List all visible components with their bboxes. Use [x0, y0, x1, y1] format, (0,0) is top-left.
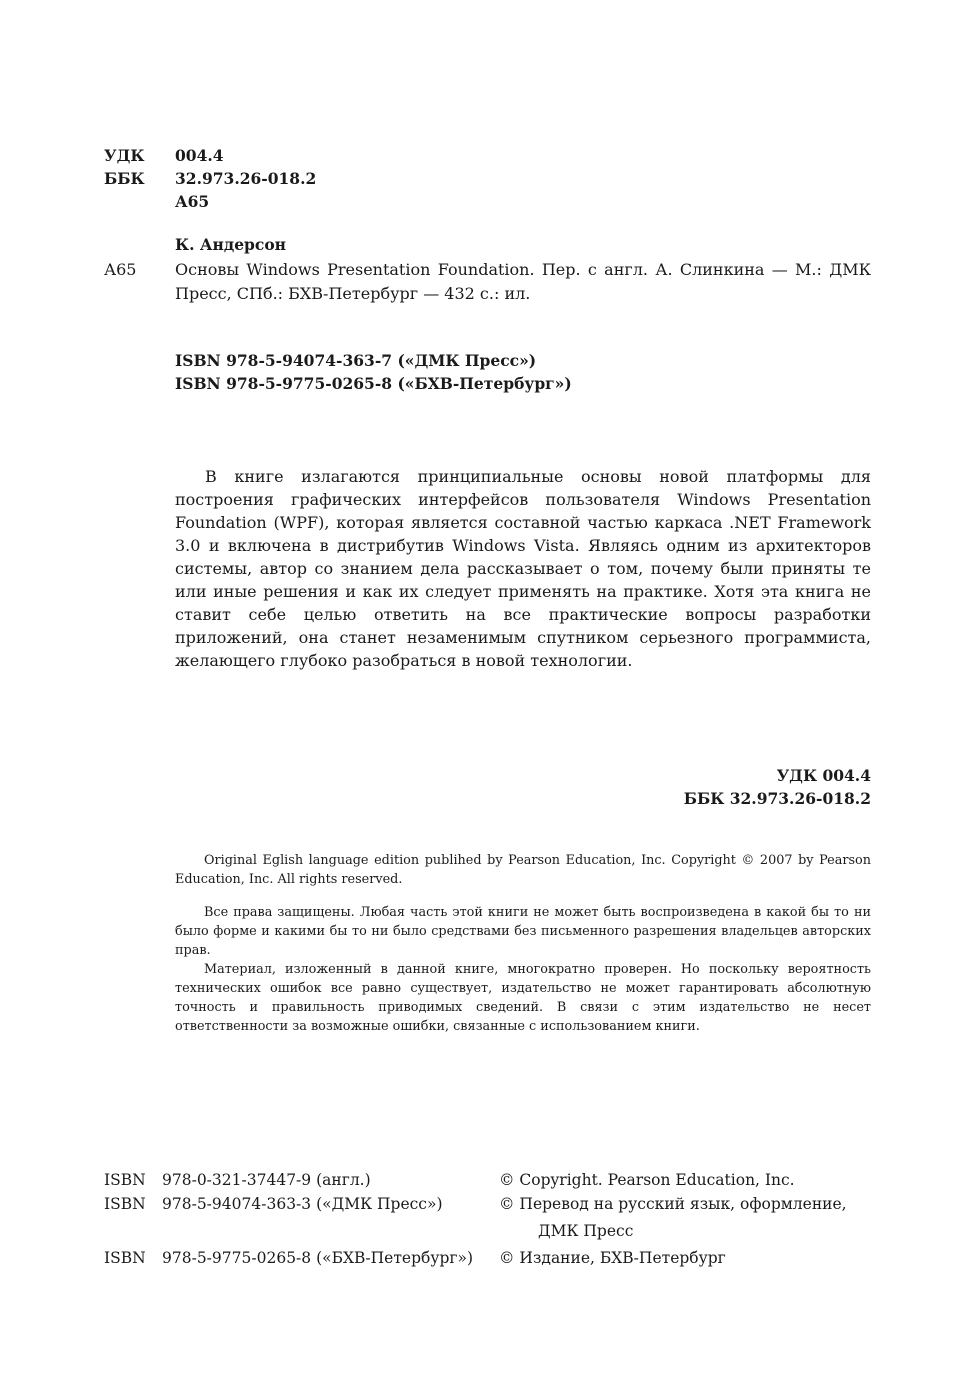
- footer-isbn-label: ISBN: [104, 1195, 146, 1213]
- footer-isbn-label: ISBN: [104, 1171, 146, 1189]
- footer-isbn-number: 978-5-9775-0265-8 («БХВ-Петербург»): [162, 1249, 474, 1267]
- bbk-label: ББК: [104, 169, 145, 188]
- footer-copyright: © Copyright. Pearson Education, Inc.: [499, 1171, 795, 1189]
- footer-copyright-continuation: ДМК Пресс: [538, 1222, 634, 1240]
- udk-label: УДК: [104, 146, 145, 165]
- footer-isbn-row: [104, 1246, 473, 1270]
- footer-copyright: © Издание, БХВ-Петербург: [499, 1249, 726, 1267]
- abstract-paragraph: В книге излагаются принципиальные основы новой платформы для построения графических интерфейсов пользователя Windows Presentation Foundation (WPF), которая является составной частью каркаса .NET Framework 3.0 и включена в дистрибутив Windows Vista. Являясь одним из архитекторов системы, автор со знанием дела рассказывает о том, почему были приняты те или иные решения и как их следует применять на практике. Хотя эта книга не ставит себе целью ответить на все практические вопросы разработки приложений, она станет незаменимым спутником серьезного программиста, желающего глубоко разобраться в новой технологии.: [175, 467, 871, 670]
- footer-isbn-number: 978-0-321-37447-9 (англ.): [162, 1171, 371, 1189]
- author-name: К. Андерсон: [175, 235, 287, 254]
- bbk-value: 32.973.26-018.2: [175, 169, 317, 188]
- udk-value: 004.4: [175, 146, 224, 165]
- footer-isbn-row: [104, 1192, 443, 1216]
- isbn-dmk: ISBN 978-5-94074-363-7 («ДМК Пресс»): [175, 351, 537, 370]
- footer-isbn-number: 978-5-94074-363-3 («ДМК Пресс»): [162, 1195, 443, 1213]
- udk-row: [104, 145, 224, 167]
- bibliographic-description: Основы Windows Presentation Foundation. Пер. с англ. А. Слинкина — М.: ДМК Пресс, СПб.: БХВ-Петербург — 432 с.: ил.: [175, 260, 871, 303]
- author-mark-row: [104, 191, 209, 213]
- original-edition-note: Original Eglish language edition publihed by Pearson Education, Inc. Copyright © 2007 by Pearson Education, Inc. All rights reserved.: [175, 853, 871, 887]
- udk-right: УДК 004.4: [776, 766, 871, 785]
- rights-notice: Все права защищены. Любая часть этой книги не может быть воспроизведена в какой бы то ни было форме и какими бы то ни было средствами без письменного разрешения владельцев авторских прав.: [175, 905, 871, 958]
- author-mark-code: А65: [175, 192, 210, 211]
- footer-isbn-label: ISBN: [104, 1249, 146, 1267]
- footer-copyright: © Перевод на русский язык, оформление,: [499, 1195, 847, 1213]
- footer-isbn-row: [104, 1168, 371, 1192]
- disclaimer-notice: Материал, изложенный в данной книге, многократно проверен. Но поскольку вероятность технических ошибок все равно существует, издательство не может гарантировать абсолютную точность и правильность приводимых сведений. В связи с этим издательство не несет ответственности за возможные ошибки, связанные с использованием книги.: [175, 962, 871, 1034]
- description-author-mark: А65: [104, 260, 137, 279]
- bbk-right: ББК 32.973.26-018.2: [683, 789, 871, 808]
- isbn-bhv: ISBN 978-5-9775-0265-8 («БХВ-Петербург»): [175, 374, 572, 393]
- bbk-row: [104, 168, 316, 190]
